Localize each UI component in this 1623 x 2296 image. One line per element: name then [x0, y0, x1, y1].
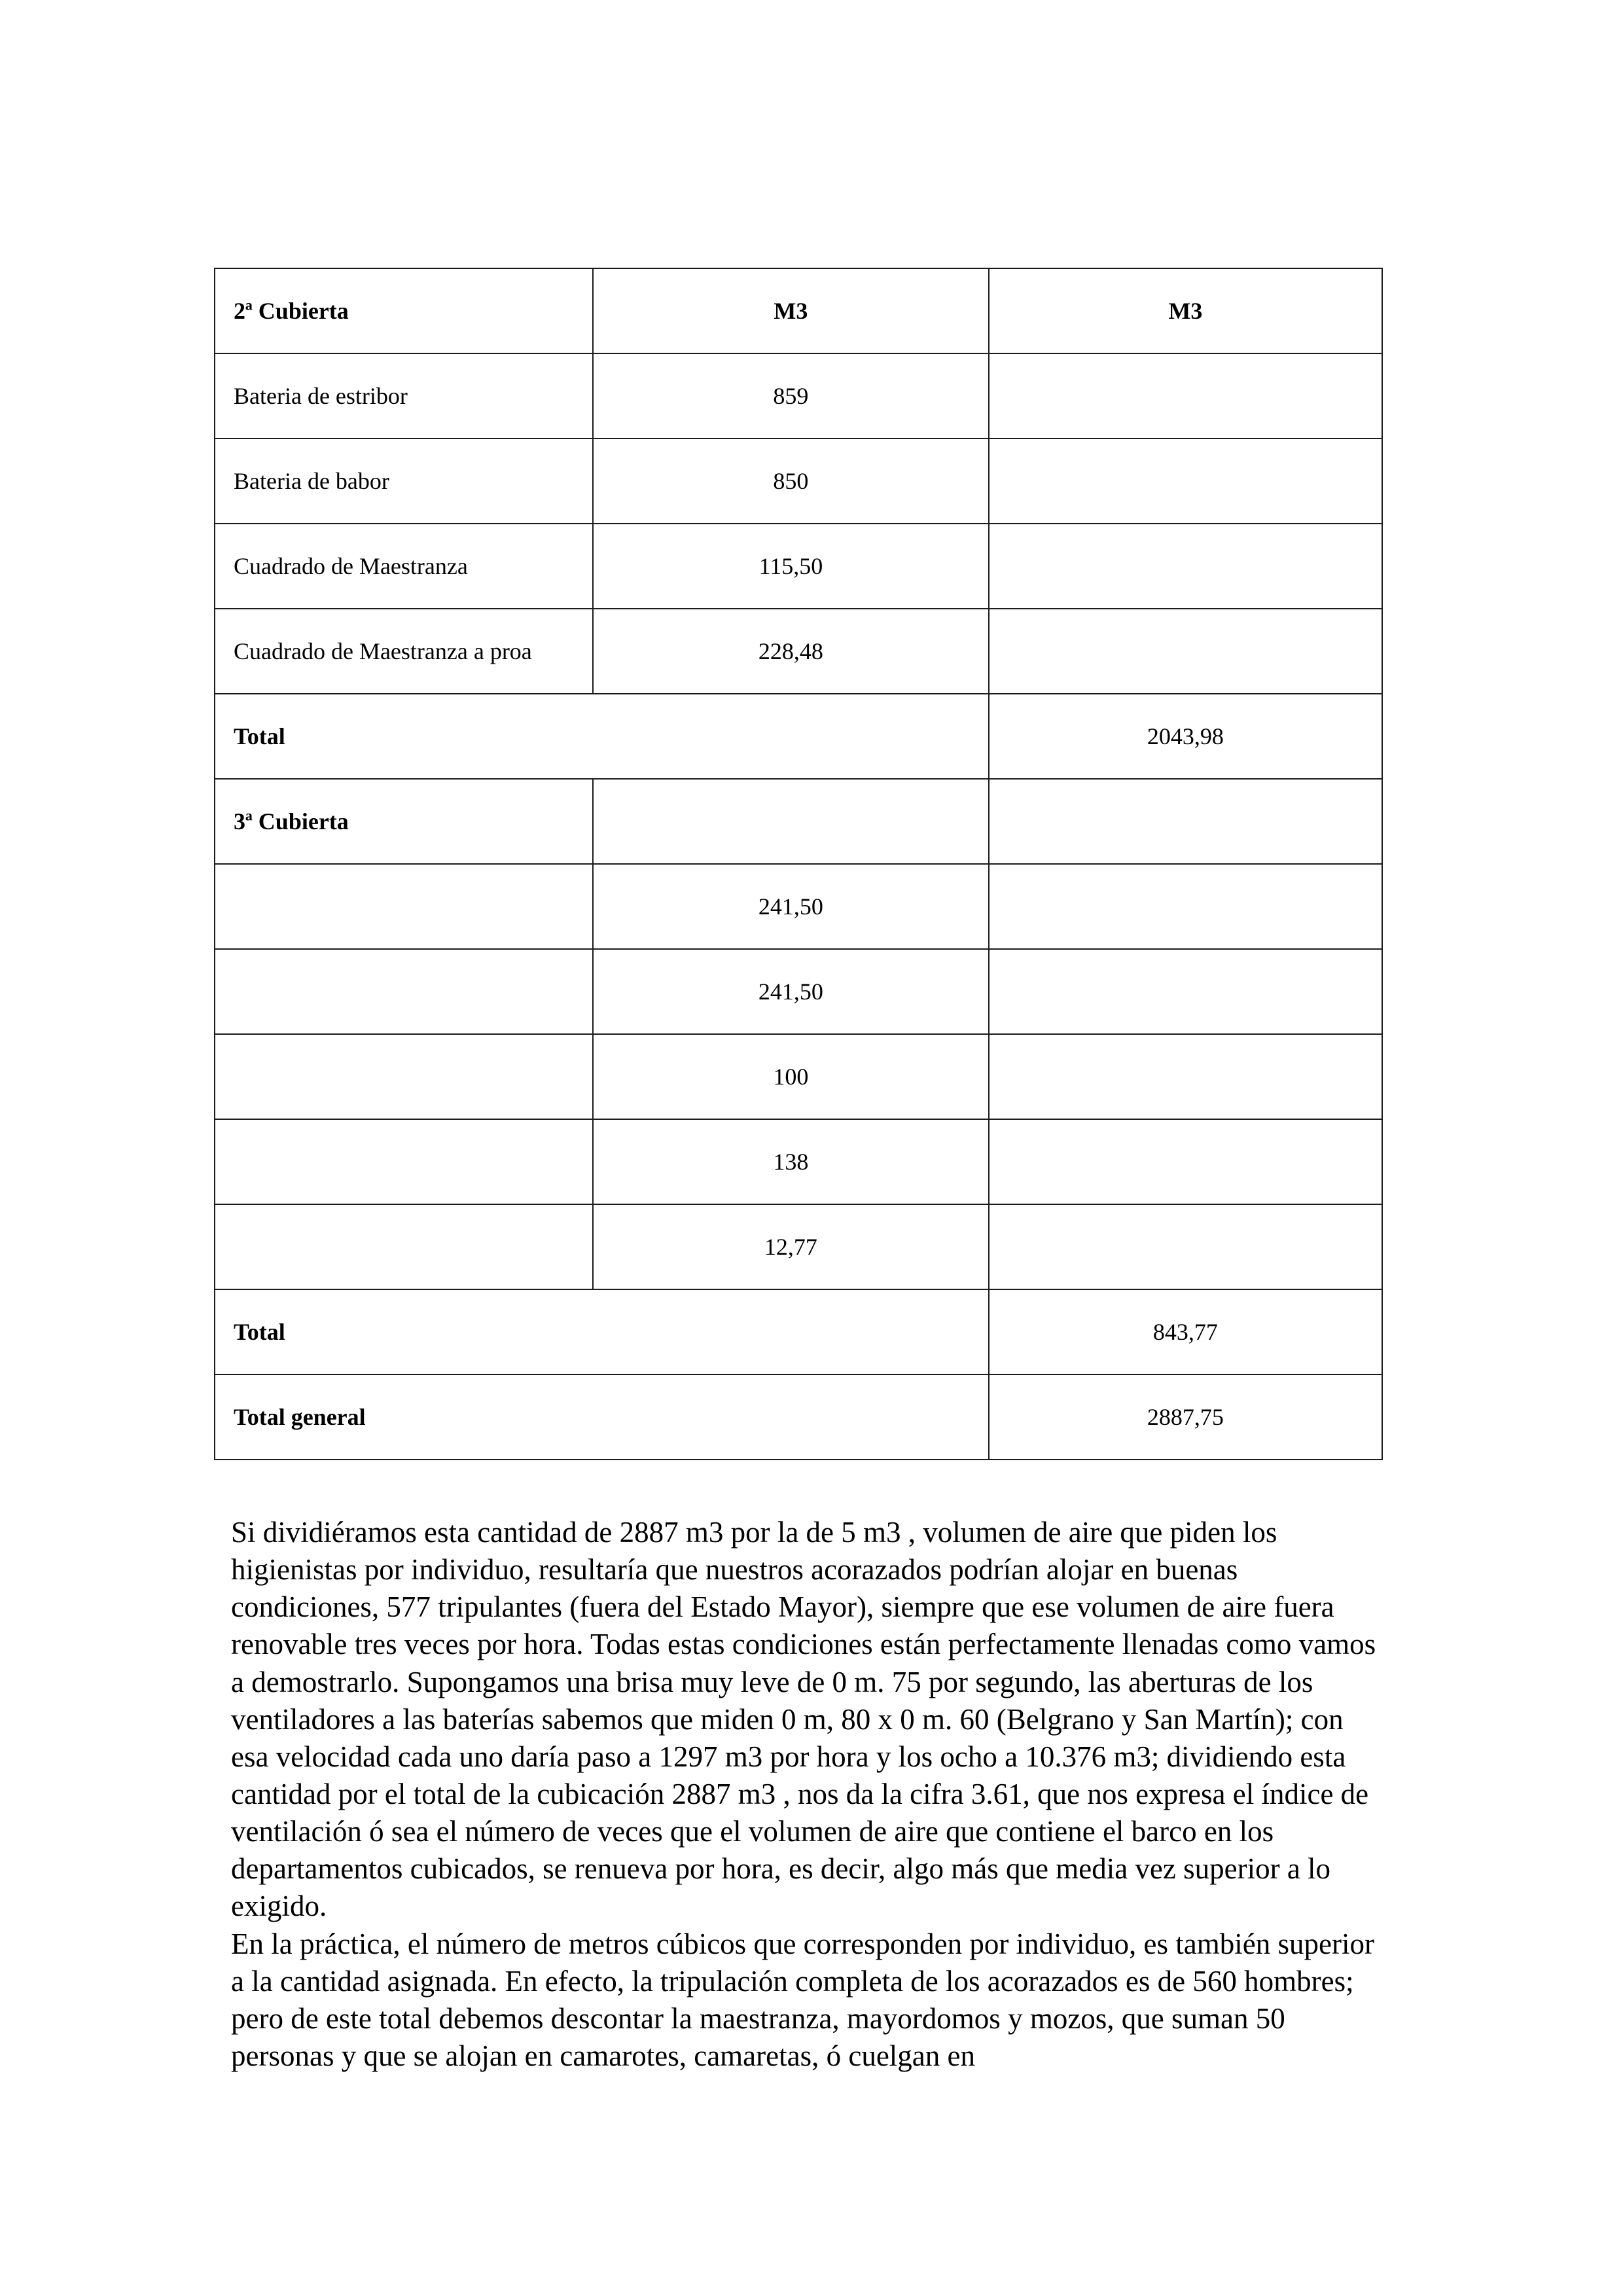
table-row	[215, 439, 1382, 524]
value-cell: 241,50	[593, 949, 989, 1034]
total-label-cell: Total	[215, 694, 989, 779]
empty-cell	[989, 1034, 1382, 1119]
empty-cell	[989, 439, 1382, 524]
label-cell: Bateria de estribor	[215, 353, 593, 439]
value-cell: 138	[593, 1119, 989, 1204]
total-value-cell: 843,77	[989, 1289, 1382, 1374]
value-cell: 241,50	[593, 864, 989, 949]
empty-cell	[989, 779, 1382, 864]
value-cell: 100	[593, 1034, 989, 1119]
table-row	[215, 864, 1382, 949]
empty-cell	[989, 609, 1382, 694]
value-cell: 850	[593, 439, 989, 524]
empty-cell	[215, 1204, 593, 1289]
page-content	[214, 268, 1383, 2075]
table-row-grand-total	[215, 1374, 1382, 1460]
value-cell: 859	[593, 353, 989, 439]
value-cell: 115,50	[593, 524, 989, 609]
paragraph-ventilation-calculation: Si dividiéramos esta cantidad de 2887 m3 por la de 5 m3 , volumen de aire que piden los higienistas por individuo, resultaría que nuestros acorazados podrían alojar en buenas condiciones, 577 tripulantes (fuera del Estado Mayor), siempre que ese volumen de aire fuera renovable tres veces por hora. Todas estas condiciones están perfectamente llenadas como vamos a demostrarlo. Supongamos una brisa muy leve de 0 m. 75 por segundo, las aberturas de los ventiladores a las baterías sabemos que miden 0 m, 80 x 0 m. 60 (Belgrano y San Martín); con esa velocidad cada uno daría paso a 1297 m3 por hora y los ocho a 10.376 m3; dividiendo esta cantidad por el total de la cubicación 2887 m3 , nos da la cifra 3.61, que nos expresa el índice de ventilación ó sea el número de veces que el volumen de aire que contiene el barco en los departamentos cubicados, se renueva por hora, es decir, algo más que media vez superior a lo exigido.	[231, 1516, 1376, 1923]
table-row	[215, 609, 1382, 694]
table-row-total-section1	[215, 694, 1382, 779]
section1-title-cell: 2ª Cubierta	[215, 268, 593, 353]
m3-header-cell: M3	[989, 268, 1382, 353]
paragraph-crew-allocation: En la práctica, el número de metros cúbicos que corresponden por individuo, es también superior a la cantidad asignada. En efecto, la tripulación completa de los acorazados es de 560 hombres; pero de este total debemos descontar la maestranza, mayordomos y mozos, que suman 50 personas y que se alojan en camarotes, camaretas, ó cuelgan en	[231, 1927, 1374, 2072]
total-value-cell: 2043,98	[989, 694, 1382, 779]
label-cell: Bateria de babor	[215, 439, 593, 524]
value-cell: 12,77	[593, 1204, 989, 1289]
m3-header-cell: M3	[593, 268, 989, 353]
empty-cell	[215, 864, 593, 949]
table-row-header-section1	[215, 268, 1382, 353]
total-label-cell: Total	[215, 1289, 989, 1374]
empty-cell	[989, 949, 1382, 1034]
table-row	[215, 1034, 1382, 1119]
label-cell: Cuadrado de Maestranza	[215, 524, 593, 609]
table-row	[215, 1204, 1382, 1289]
body-text	[231, 1514, 1382, 2075]
grand-total-value-cell: 2887,75	[989, 1374, 1382, 1460]
label-cell: Cuadrado de Maestranza a proa	[215, 609, 593, 694]
table-row	[215, 353, 1382, 439]
empty-cell	[593, 779, 989, 864]
table-row	[215, 524, 1382, 609]
grand-total-label-cell: Total general	[215, 1374, 989, 1460]
empty-cell	[989, 353, 1382, 439]
empty-cell	[989, 1119, 1382, 1204]
empty-cell	[215, 1034, 593, 1119]
table-row	[215, 949, 1382, 1034]
empty-cell	[989, 864, 1382, 949]
empty-cell	[989, 1204, 1382, 1289]
value-cell: 228,48	[593, 609, 989, 694]
table-row-header-section2	[215, 779, 1382, 864]
section2-title-cell: 3ª Cubierta	[215, 779, 593, 864]
table-row-total-section2	[215, 1289, 1382, 1374]
table-row	[215, 1119, 1382, 1204]
cubicacion-table	[214, 268, 1383, 1460]
empty-cell	[215, 949, 593, 1034]
empty-cell	[215, 1119, 593, 1204]
empty-cell	[989, 524, 1382, 609]
